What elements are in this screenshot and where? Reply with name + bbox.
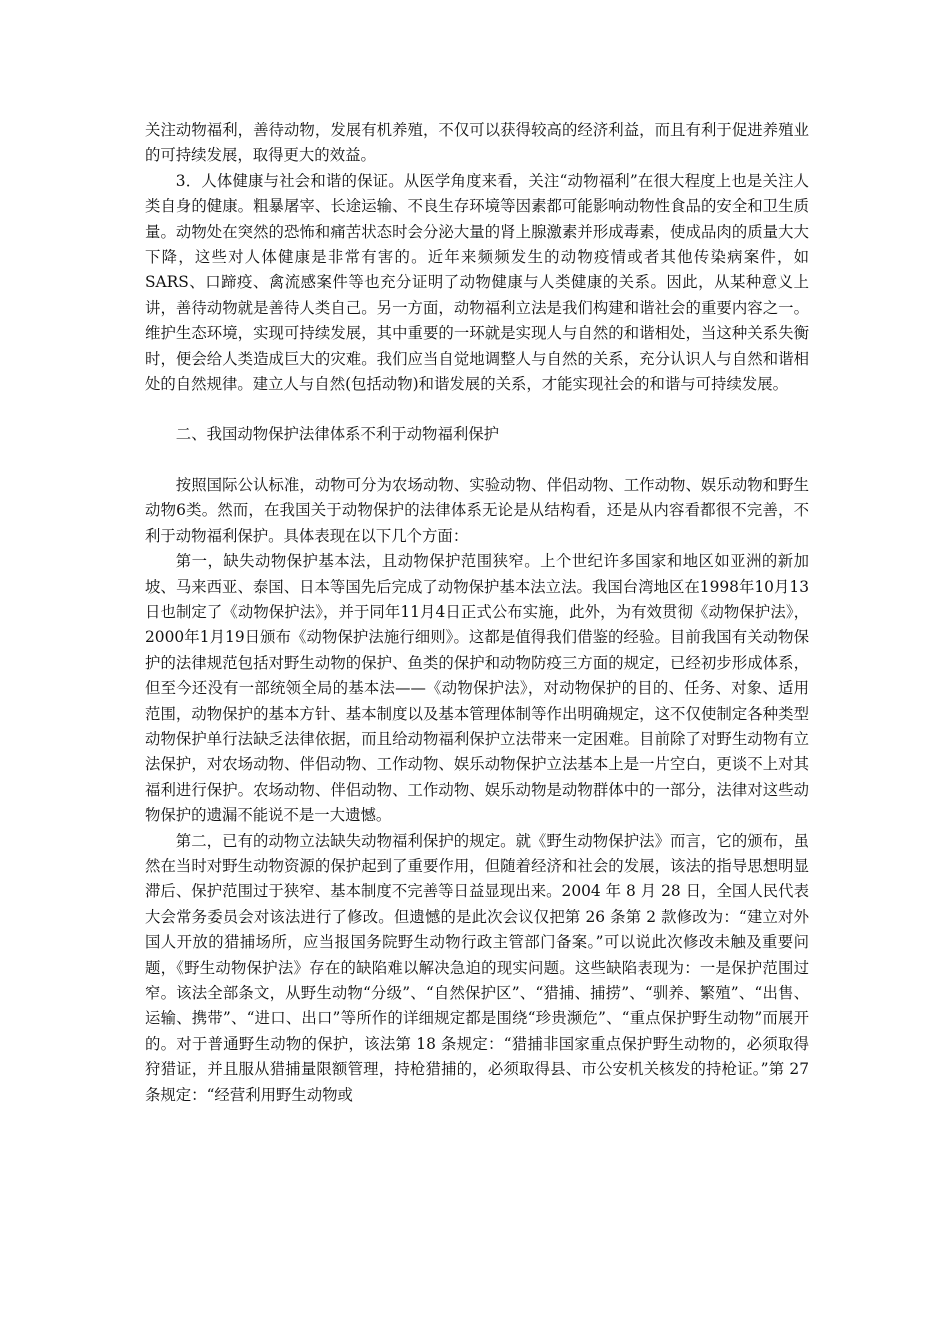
paragraph-2: 3．人体健康与社会和谐的保证。从医学角度来看，关注“动物福利”在很大程度上也是关注人类自身的健康。粗暴屠宰、长途运输、不良生存环境等因素都可能影响动物性食品的安全和卫生质量。动物处在突然的恐怖和痛苦状态时会分泌大量的肾上腺激素并形成毒素，使成品肉的质量大大下降，这些对人体健康是非常有害的。近年来频频发生的动物疫情或者其他传染病案件，如 SARS、口蹄疫、禽流感案件等也充分证明了动物健康与人类健康的关系。因此，从某种意义上讲，善待动物就是善待人类自己。另一方面，动物福利立法是我们构建和谐社会的重要内容之一。维护生态环境，实现可持续发展，其中重要的一环就是实现人与自然的和谐相处，当这种关系失衡时，便会给人类造成巨大的灾难。我们应当自觉地调整人与自然的关系，充分认识人与自然和谐相处的自然规律。建立人与自然(包括动物)和谐发展的关系，才能实现社会的和谐与可持续发展。 bbox=[145, 171, 809, 394]
paragraph-5: 第二，已有的动物立法缺失动物福利保护的规定。就《野生动物保护法》而言，它的颁布，虽然在当时对野生动物资源的保护起到了重要作用，但随着经济和社会的发展，该法的指导思想明显滞后、保护范围过于狭窄、基本制度不完善等日益显现出来。2004 年 8 月 28 日，全国人民代表大会常务委员会对该法进行了修改。但遗憾的是此次会议仅把第 26 条第 2 款修改为：“建立对外国人开放的猎捕场所，应当报国务院野生动物行政主管部门备案。”可以说此次修改未触及重要问题，《野生动物保护法》存在的缺陷难以解决急迫的现实问题。这些缺陷表现为：一是保护范围过窄。该法全部条文，从野生动物“分级”、“自然保护区”、“猎捕、捕捞”、“驯养、繁殖”、“出售、运输、携带”、“进口、出口”等所作的详细规定都是围绕“珍贵濒危”、“重点保护野生动物”而展开的。对于普通野生动物的保护，该法第 18 条规定：“猎捕非国家重点保护野生动物的，必须取得狩猎证，并且服从猎捕量限额管理，持枪猎捕的，必须取得县、市公安机关核发的持枪证。”第 27 条规定：“经营利用野生动物或 bbox=[145, 831, 809, 1104]
paragraph-3: 按照国际公认标准，动物可分为农场动物、实验动物、伴侣动物、工作动物、娱乐动物和野生动物6类。然而，在我国关于动物保护的法律体系无论是从结构看，还是从内容看都很不完善，不利于动物福利保护。具体表现在以下几个方面： bbox=[145, 475, 809, 545]
section-heading: 二、我国动物保护法律体系不利于动物福利保护 bbox=[175, 425, 500, 444]
document-page bbox=[145, 118, 809, 1108]
paragraph-1: 关注动物福利，善待动物，发展有机养殖，不仅可以获得较高的经济利益，而且有利于促进养殖业的可持续发展，取得更大的效益。 bbox=[145, 121, 809, 165]
paragraph-4: 第一，缺失动物保护基本法，且动物保护范围狭窄。上个世纪许多国家和地区如亚洲的新加坡、马来西亚、泰国、日本等国先后完成了动物保护基本法立法。我国台湾地区在1998年10月13日也制定了《动物保护法》，并于同年11月4日正式公布实施，此外，为有效贯彻《动物保护法》，2000年1月19日颁布《动物保护法施行细则》。这都是值得我们借鉴的经验。目前我国有关动物保护的法律规范包括对野生动物的保护、鱼类的保护和动物防疫三方面的规定，已经初步形成体系，但至今还没有一部统领全局的基本法——《动物保护法》，对动物保护的目的、任务、对象、适用范围，动物保护的基本方针、基本制度以及基本管理体制等作出明确规定，这不仅使制定各种类型动物保护单行法缺乏法律依据，而且给动物福利保护立法带来一定困难。目前除了对野生动物有立法保护，对农场动物、伴侣动物、工作动物、娱乐动物保护立法基本上是一片空白，更谈不上对其福利进行保护。农场动物、伴侣动物、工作动物、娱乐动物是动物群体中的一部分，法律对这些动物保护的遗漏不能说不是一大遗憾。 bbox=[145, 552, 809, 825]
